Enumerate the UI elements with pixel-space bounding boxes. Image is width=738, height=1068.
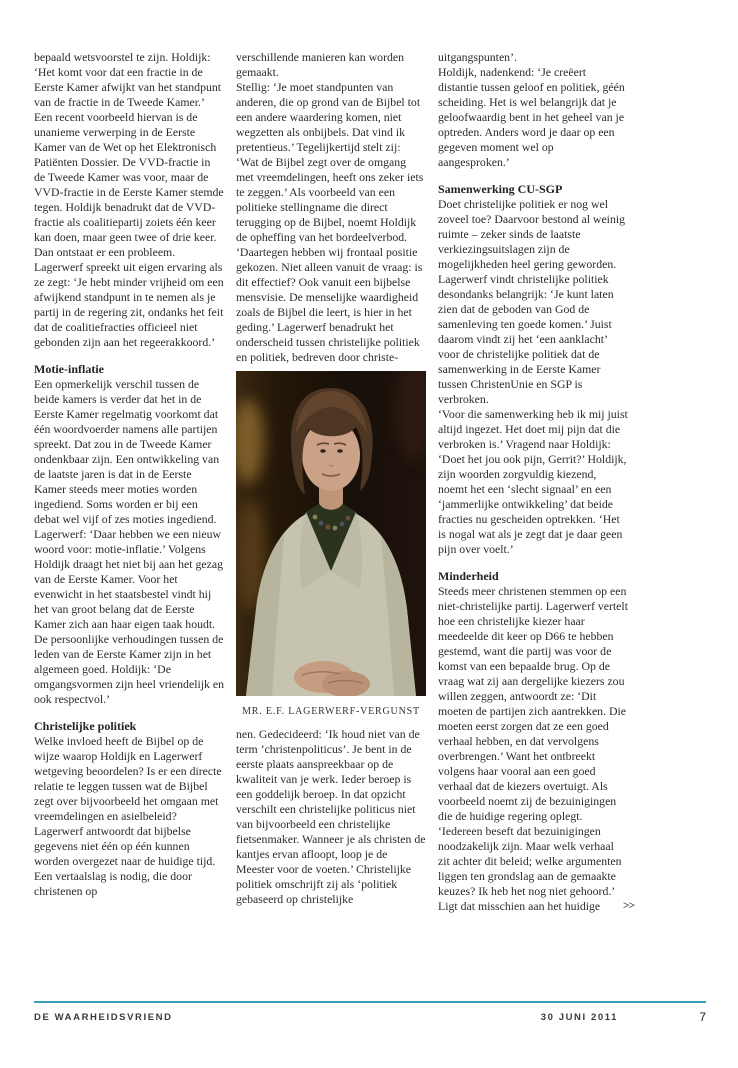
body-paragraph: bepaald wetsvoorstel te zijn. Holdijk: ‘Het komt voor dat een fractie in de Eerste Kamer afwijkt van het standpunt van de fractie in de Tweede Kamer.’ Een recent voorbeeld hiervan is de unanieme verwerping in de Eerste Kamer van de Wet op het Elektronisch Patiënten Dossier. De VVD-fractie in de Tweede Kamer was voor, maar de VVD-fractie in de Eerste Kamer stemde tegen. Holdijk benadrukt dat de VVD-fractie als coalitiepartij zoiets één keer kan doen, maar geen twee of drie keer. Dan ontstaat er een probleem. Lagerwerf spreekt uit eigen ervaring als ze zegt: ‘Je hebt minder vrijheid om een afwijkend standpunt in te nemen als je partij in de regering zit, ondanks het feit dat de coalitiefracties officieel niet gebonden zijn aan het regeerakkoord.’ — [34, 50, 224, 349]
article-columns — [34, 50, 634, 914]
last-paragraph-wrap — [438, 584, 634, 914]
issue-date: 30 JUNI 2011 — [540, 1012, 618, 1023]
body-paragraph: ‘Voor die samenwerking heb ik mij juist altijd ingezet. Het doet mij pijn dat die verbroken is.’ Vragend naar Holdijk: ‘Doet het jou ook pijn, Gerrit?’ Holdijk, zijn woorden zorgvuldig kiezend, noemt het een ‘slecht signaal’ en een ‘jammerlijke ontwikkeling’ dat beide fracties nu gescheiden optrekken. ‘Het is nogal wat als je zegt dat je daar geen pijn over voelt.’ — [438, 407, 628, 556]
body-paragraph: Steeds meer christenen stemmen op een niet-christelijke partij. Lagerwerf vertelt hoe een christelijke kiezer haar meedeelde dit keer op D66 te hebben gestemd, want die partij was voor de komst van een bepaalde brug. Op de vraag wat zij aan dergelijke kiezers zou willen zeggen, antwoordt ze: ‘Dit moeten de partijen zich aantrekken. Die moeten eerst zorgen dat ze een goed verhaal hebben, en dat vervolgens overbrengen.’ Want het ontbreekt volgens haar vooral aan een goed verhaal dat de kiezers overtuigt. Als voorbeeld noemt zij de bezuinigingen die de huidige regering oplegt. ‘Iedereen beseft dat bezuinigingen noodzakelijk zijn. Maar welk verhaal zit achter dit beleid; welke argumenten liggen ten grondslag aan de gemaakte keuzes? Ik heb het nog niet gehoord.’ Ligt dat misschien aan het huidige — [438, 584, 628, 913]
photo-caption: MR. E.F. LAGERWERF-VERGUNST — [242, 706, 420, 717]
footer-rule — [34, 1001, 706, 1003]
section-heading-samenwerking-cu-sgp: Samenwerking CU-SGP — [438, 182, 563, 196]
body-paragraph: Stellig: ‘Je moet standpunten van anderen, die op grond van de Bijbel tot een andere waardering komen, niet wegzetten als onbijbels. Dat vind ik pretentieus.’ Tegelijkertijd stelt zij: ‘Wat de Bijbel zegt over de omgang met vreemdelingen, heeft ons zeker iets te zeggen.’ Als voorbeeld van een politieke stellingname die direct terugging op de Bijbel, noemt Holdijk de opheffing van het bordeelverbod. ‘Daartegen hebben wij frontaal positie gekozen. Niet alleen vanuit de vraag: is dit effectief? Ook vanuit een bijbelse mensvisie. De menselijke waardigheid zoals de Bijbel die leert, is hier in het geding.’ Lagerwerf benadrukt het onderscheid tussen christelijke politiek en politiek, bedreven door christe- — [236, 80, 424, 364]
column-left — [34, 50, 224, 914]
body-paragraph: Doet christelijke politiek er nog wel zoveel toe? Daarvoor bestond al weinig ruimte – zeker sinds de laatste verkiezingsuitslagen zijn de mogelijkheden heel gering geworden. Lagerwerf vindt christelijke politiek desondanks belangrijk: ‘Je kunt laten zien dat de geboden van God de samenleving ten goede komen.’ Juist daarom vindt zij het ‘een aanklacht’ voor de christelijke politiek dat de samenwerking in de Eerste Kamer tussen ChristenUnie en SGP is verbroken. — [438, 197, 626, 406]
body-paragraph: uitgangspunten’. — [438, 50, 517, 64]
section-heading-minderheid: Minderheid — [438, 569, 499, 583]
column-middle — [236, 50, 426, 914]
journal-name: DE WAARHEIDSVRIEND — [34, 1012, 173, 1023]
page-footer — [34, 1010, 706, 1026]
body-paragraph: nen. Gedecideerd: ‘Ik houd niet van de term ’christenpoliticus’. Je bent in de eerste plaats aanspreekbaar op de kwaliteit van je werk. Ieder beroep is een goddelijk beroep. In dat opzicht verschilt een christelijke politicus niet van bijvoorbeeld een christelijke fietsenmaker. Wanneer je als christen de kantjes ervan afloopt, loop je de Meester voor de voeten.’ Christelijke politiek omschrijft zij als ‘politiek gebaseerd op christelijke — [236, 727, 426, 906]
section-heading-christelijke-politiek: Christelijke politiek — [34, 719, 137, 733]
portrait-figure — [236, 371, 426, 718]
body-paragraph: Welke invloed heeft de Bijbel op de wijze waarop Holdijk en Lagerwerf wetgeving beoordelen? Is er een directe relatie te leggen tussen wat de Bijbel zegt over bijvoorbeeld het omgaan met vreemdelingen en asielbeleid? Lagerwerf antwoordt dat bijbelse gegevens niet één op één kunnen worden overgezet naar de huidige tijd. Een vertaalslag is nodig, die door christenen op — [34, 734, 222, 898]
portrait-photo — [236, 371, 426, 696]
body-paragraph: Holdijk, nadenkend: ‘Je creëert distantie tussen geloof en politiek, géén scheiding. Het is wel belangrijk dat je geloofwaardig bent in het geheel van je optreden. Anders word je daar op een gegeven moment wel op aangesproken.’ — [438, 65, 625, 169]
continuation-arrows-icon: >> — [622, 900, 634, 912]
column-right — [438, 50, 634, 914]
page-number: 7 — [699, 1010, 706, 1024]
body-paragraph: verschillende manieren kan worden gemaakt. — [236, 50, 405, 79]
body-paragraph: Een opmerkelijk verschil tussen de beide kamers is verder dat het in de Eerste Kamer regelmatig voorkomt dat één woordvoerder namens alle partijen spreekt. Dat zou in de Tweede Kamer ondenkbaar zijn. Een ontwikkeling van de laatste jaren is dat in de Eerste Kamer steeds meer moties worden ingediend. Soms worden er bij een debat wel vijf of zes moties ingediend. Lagerwerf: ‘Daar hebben we een nieuw woord voor: motie-inflatie.’ Volgens Holdijk draagt het niet bij aan het gezag van de Eerste Kamer. Voor het evenwicht in het staatsbestel vindt hij het van groot belang dat de Eerste Kamer zich aan haar eigen taak houdt. De persoonlijke verhoudingen tussen de leden van de Eerste Kamer zijn in het algemeen goed. Holdijk: ‘De omgangsvormen zijn heel vriendelijk en ook respectvol.’ — [34, 377, 225, 706]
section-heading-motie-inflatie: Motie-inflatie — [34, 362, 104, 376]
